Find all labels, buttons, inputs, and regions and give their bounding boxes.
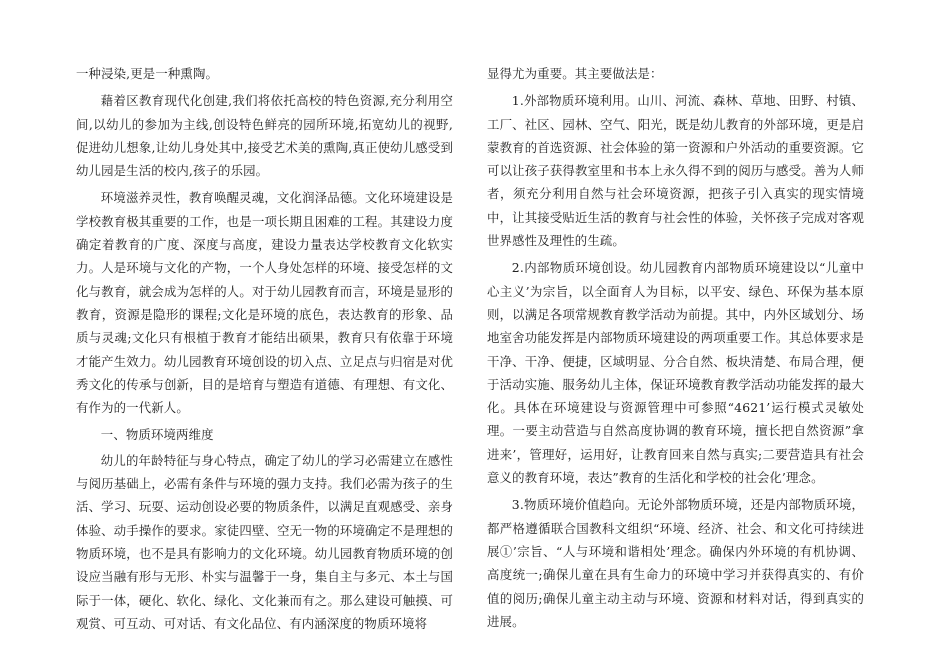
paragraph: 3.物质环境价值趋向。无论外部物质环境，还是内部物质环境，都严格遵循联合国教科文组织“环境、经济、社会、和文化可持续进展①’宗旨、“人与环境和谐相处’理念。确保内外环境的有机协调、高度统一;确保儿童在具有生命力的环境中学习并获得真实的、有价值的阅历;确保儿童主动主动与环境、资源和材料对话，得到真实的进展。 bbox=[487, 497, 864, 629]
paragraph: 藉着区教育现代化创建,我们将依托高校的特色资源,充分利用空间,以幼儿的参加为主线,创设特色鲜亮的园所环境,拓宽幼儿的视野,促进幼儿想象,让幼儿身处其中,接受艺术美的熏陶,真正使幼儿感受到幼儿园是生活的校内,孩子的乐园。 bbox=[76, 93, 453, 179]
section-heading: 一、物质环境两维度 bbox=[100, 427, 214, 443]
right-column bbox=[487, 62, 864, 637]
paragraph: 一种浸染,更是一种熏陶。 bbox=[76, 66, 219, 81]
paragraph: 显得尤为重要。其主要做法是： bbox=[487, 66, 663, 81]
left-column bbox=[76, 62, 453, 639]
paragraph: 1.外部物质环境利用。山川、河流、森林、草地、田野、村镇、工厂、社区、园林、空气、阳光，既是幼儿教育的外部环境，更是启蒙教育的首选资源、社会体验的第一资源和户外活动的重要资源。它可以让孩子获得教室里和书本上永久得不到的阅历与感受。善为人师者，须充分利用自然与社会环境资源，把孩子引入真实的现实情境中，让其接受贴近生活的教育与社会性的体验，关怀孩子完成对客观世界感性及理性的生疏。 bbox=[487, 93, 864, 249]
paragraph: 环境滋养灵性，教育唤醒灵魂，文化润泽品德。文化环境建设是学校教育极其重要的工作，也是一项长期且困难的工程。其建设力度确定着教育的广度、深度与高度，建设力量表达学校教育文化软实力。人是环境与文化的产物，一个人身处怎样的环境、接受怎样的文化与教育，就会成为怎样的人。对于幼儿园教育而言，环境是显形的教育，资源是隐形的课程;文化是环境的底色，表达教育的形象、品质与灵魂;文化只有根植于教育才能结出硕果，教育只有依靠于环境才能产生效力。幼儿园教育环境创设的切入点、立足点与归宿是对优秀文化的传承与创新，目的是培育与塑造有道德、有理想、有文化、有作为的一代新人。 bbox=[76, 190, 453, 416]
paragraph: 2.内部物质环境创设。幼儿园教育内部物质环境建设以“儿童中心主义’为宗旨，以全面育人为目标，以平安、绿色、环保为基本原则，以满足各项常规教育教学活动为前提。其中，内外区域划分、场地室舍功能发挥是内部物质环境建设的两项重要工作。其总体要求是干净、干净、便捷，区域明显、分合自然、板块清楚、布局合理，便于活动实施、服务幼儿主体，保证环境教育教学活动功能发挥的最大化。具体在环境建设与资源管理中可参照“4621’运行模式灵敏处理。一要主动营造与自然高度协调的教育环境，擅长把自然资源”拿进来’，管理好，运用好，让教育回来自然与真实;二要营造具有社会意义的教育环境，表达”教育的生活化和学校的社会化’理念。 bbox=[487, 260, 864, 486]
paragraph: 幼儿的年龄特征与身心特点，确定了幼儿的学习必需建立在感性与阅历基础上，必需有条件与环境的强力支持。我们必需为孩子的生活、学习、玩耍、运动创设必要的物质条件，以满足直观感受、亲身体验、动手操作的要求。家徒四壁、空无一物的环境确定不是理想的物质环境，也不是具有影响力的文化环境。幼儿园教育物质环境的创设应当融有形与无形、朴实与温馨于一身，集自主与多元、本土与国际于一体，硬化、软化、绿化、文化兼而有之。那么建设可触摸、可观赏、可互动、可对话、有文化品位、有内涵深度的物质环境将 bbox=[76, 452, 453, 631]
